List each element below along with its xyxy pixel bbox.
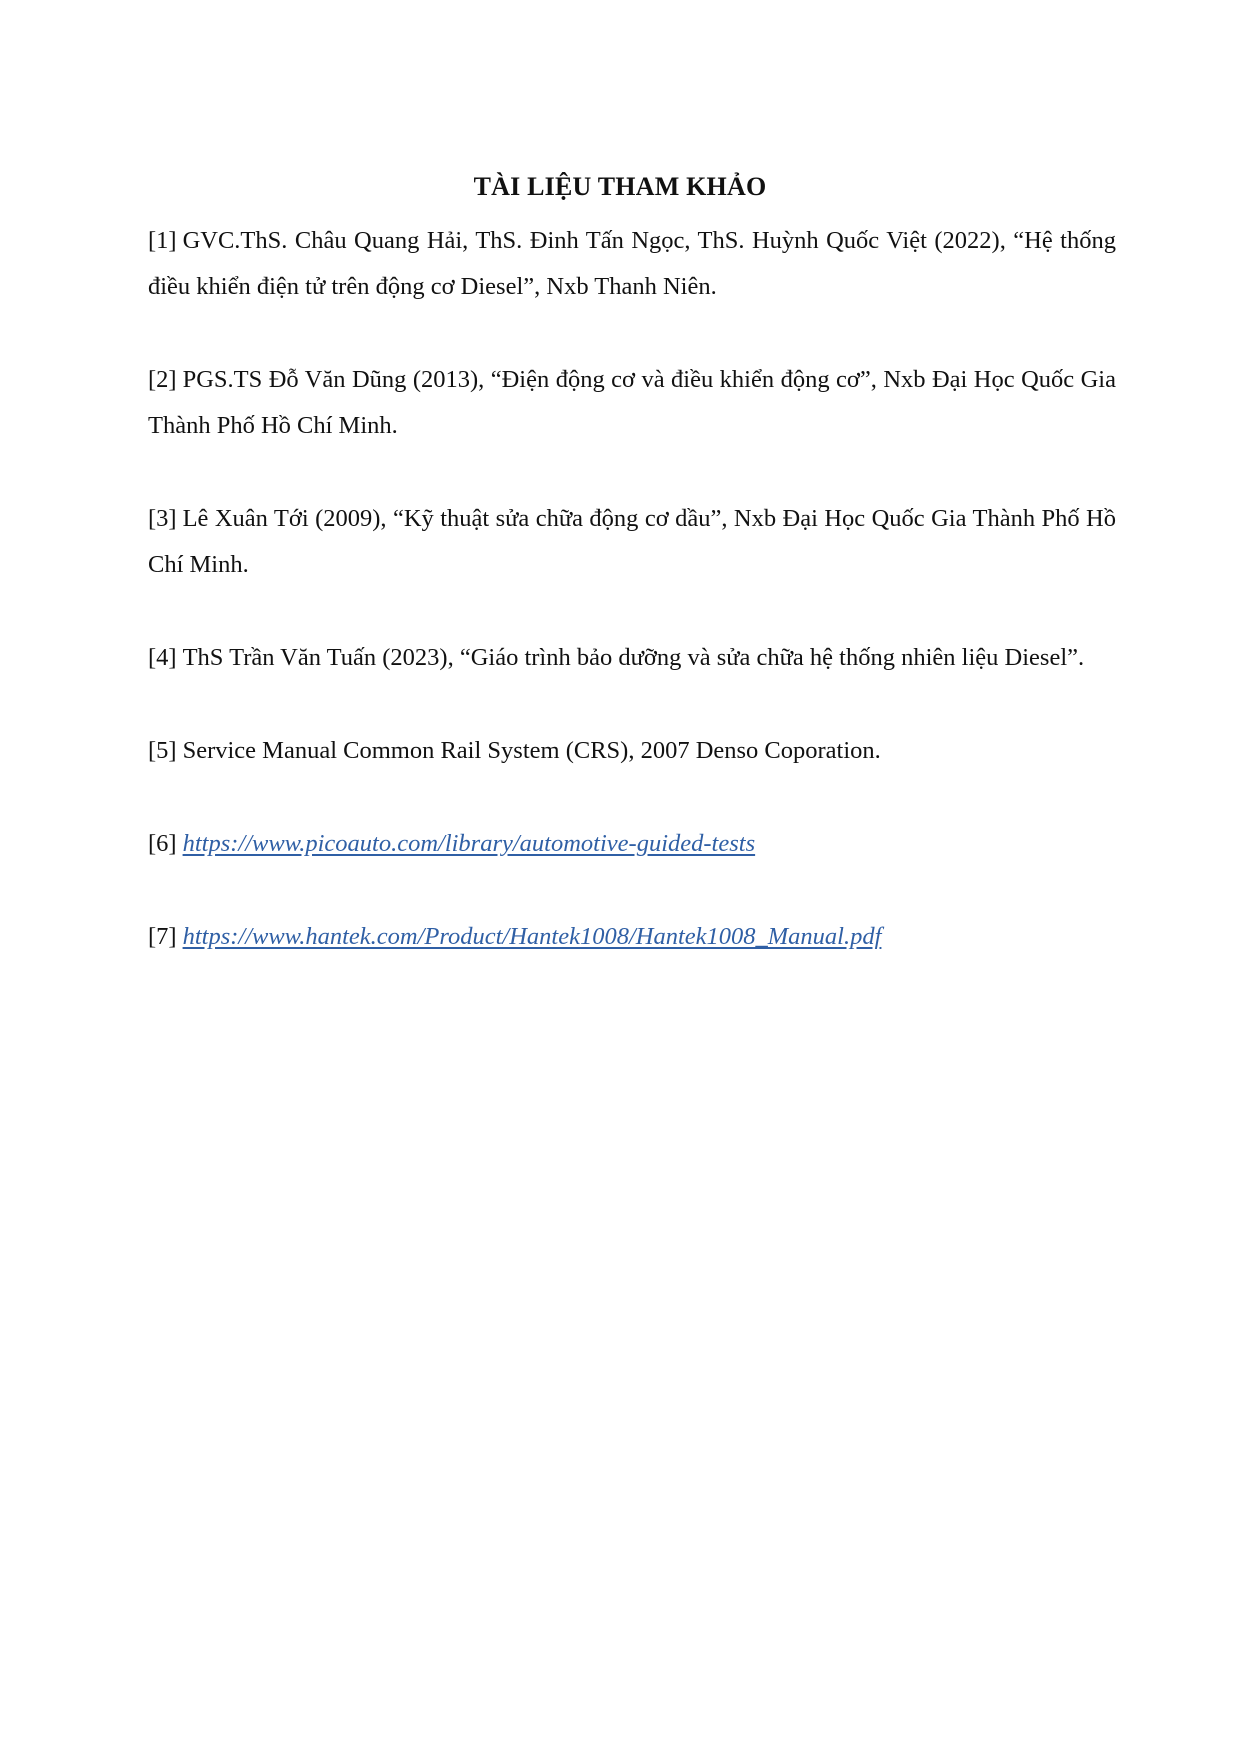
reference-text: Service Manual Common Rail System (CRS), 2007 Denso Coporation. bbox=[182, 737, 881, 764]
reference-item-5 bbox=[148, 728, 1116, 774]
reference-item-2 bbox=[148, 357, 1116, 449]
reference-label: [1] bbox=[148, 227, 177, 254]
reference-text: GVC.ThS. Châu Quang Hải, ThS. Đinh Tấn Ngọc, ThS. Huỳnh Quốc Việt (2022), “Hệ thống điều khiển điện tử trên động cơ Diesel”, Nxb Thanh Niên. bbox=[148, 227, 1116, 300]
reference-label: [2] bbox=[148, 366, 177, 393]
reference-text: PGS.TS Đỗ Văn Dũng (2013), “Điện động cơ và điều khiển động cơ”, Nxb Đại Học Quốc Gia Thành Phố Hồ Chí Minh. bbox=[148, 366, 1116, 439]
reference-label: [6] bbox=[148, 830, 177, 857]
page-title: TÀI LIỆU THAM KHẢO bbox=[473, 172, 767, 201]
reference-link-hantek[interactable]: https://www.hantek.com/Product/Hantek1008/Hantek1008_Manual.pdf bbox=[182, 923, 882, 950]
reference-item-4 bbox=[148, 635, 1116, 681]
reference-item-3 bbox=[148, 496, 1116, 588]
reference-item-6 bbox=[148, 821, 1116, 867]
reference-link-picoauto[interactable]: https://www.picoauto.com/library/automotive-guided-tests bbox=[182, 830, 756, 857]
reference-label: [5] bbox=[148, 737, 177, 764]
reference-list bbox=[148, 218, 1116, 1007]
reference-label: [4] bbox=[148, 644, 177, 671]
reference-item-1 bbox=[148, 218, 1116, 310]
reference-text: ThS Trần Văn Tuấn (2023), “Giáo trình bảo dưỡng và sửa chữa hệ thống nhiên liệu Diesel”. bbox=[182, 644, 1085, 671]
reference-label: [7] bbox=[148, 923, 177, 950]
reference-text: Lê Xuân Tới (2009), “Kỹ thuật sửa chữa động cơ dầu”, Nxb Đại Học Quốc Gia Thành Phố Hồ Chí Minh. bbox=[148, 505, 1116, 578]
reference-item-7 bbox=[148, 914, 1116, 960]
reference-label: [3] bbox=[148, 505, 177, 532]
